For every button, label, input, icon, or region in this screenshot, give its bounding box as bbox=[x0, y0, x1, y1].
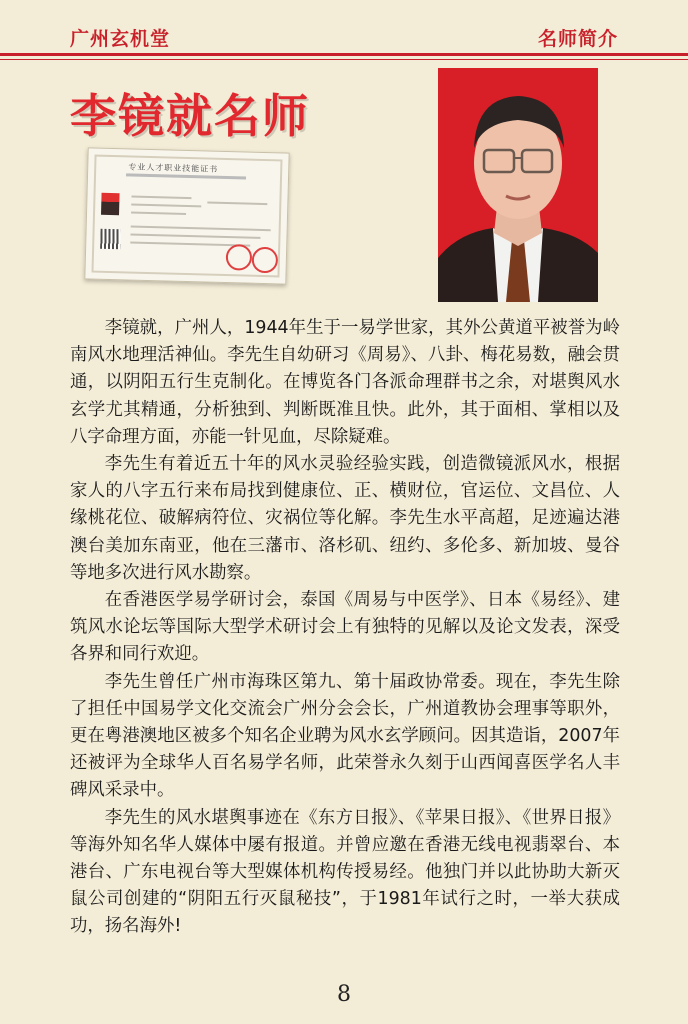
paragraph: 李镜就，广州人，1944年生于一易学世家，其外公黄道平被誉为岭南风水地理活神仙。李先生自幼研习《周易》、八卦、梅花易数，融会贯通，以阴阳五行生克制化。在博览各门各派命理群书之余，对堪舆风水玄学尤其精通，分析独到、判断既准且快。此外，其于面相、掌相以及八字命理方面，亦能一针见血，尽除疑难。 bbox=[70, 318, 620, 447]
header-brand: 广州玄机堂 bbox=[70, 28, 171, 50]
certificate-qr-icon bbox=[100, 229, 121, 250]
paragraph: 李先生曾任广州市海珠区第九、第十届政协常委。现在，李先生除了担任中国易学文化交流会广州分会会长，广州道教协会理事等职外，更在粤港澳地区被多个知名企业聘为风水玄学顾问。因其造诣，2007年还被评为全球华人百名易学名师，此荣誉永久刻于山西闻喜医学名人丰碑风采录中。 bbox=[70, 671, 620, 801]
portrait-photo bbox=[438, 68, 598, 302]
header-rule-thick bbox=[0, 53, 688, 56]
paragraph: 李先生有着近五十年的风水灵验经验实践，创造微镜派风水，根据家人的八字五行来布局找到健康位、正、横财位，官运位、文昌位、人缘桃花位、破解病符位、灾祸位等化解。李先生水平高超，足迹遍达港澳台美加东南亚，他在三藩市、洛杉矶、纽约、多伦多、新加坡、曼谷等地多次进行风水勘察。 bbox=[70, 454, 620, 583]
header-section: 名师简介 bbox=[537, 28, 618, 50]
paragraph: 李先生的风水堪舆事迹在《东方日报》、《苹果日报》、《世界日报》等海外知名华人媒体中屡有报道。并曾应邀在香港无线电视翡翠台、本港台、广东电视台等大型媒体机构传授易经。他独门并以此协助大新灭鼠公司创建的“阴阳五行灭鼠秘技”，于1981年试行之时，一举大获成功，扬名海外! bbox=[70, 807, 620, 937]
page-number: 8 bbox=[337, 982, 351, 1007]
portrait-illustration bbox=[438, 68, 598, 302]
certificate-image bbox=[84, 147, 289, 284]
page-header bbox=[0, 0, 688, 60]
paragraph: 在香港医学易学研讨会，泰国《周易与中医学》、日本《易经》、建筑风水论坛等国际大型学术研讨会上有独特的见解以及论文发表，深受各界和同行欢迎。 bbox=[70, 590, 620, 665]
certificate-title: 专业人才职业技能证书 bbox=[128, 162, 219, 174]
biography-text bbox=[70, 315, 620, 941]
certificate-photo bbox=[101, 193, 120, 215]
page-title: 李镜就名师 bbox=[70, 89, 310, 143]
header-rule-thin bbox=[0, 59, 688, 60]
